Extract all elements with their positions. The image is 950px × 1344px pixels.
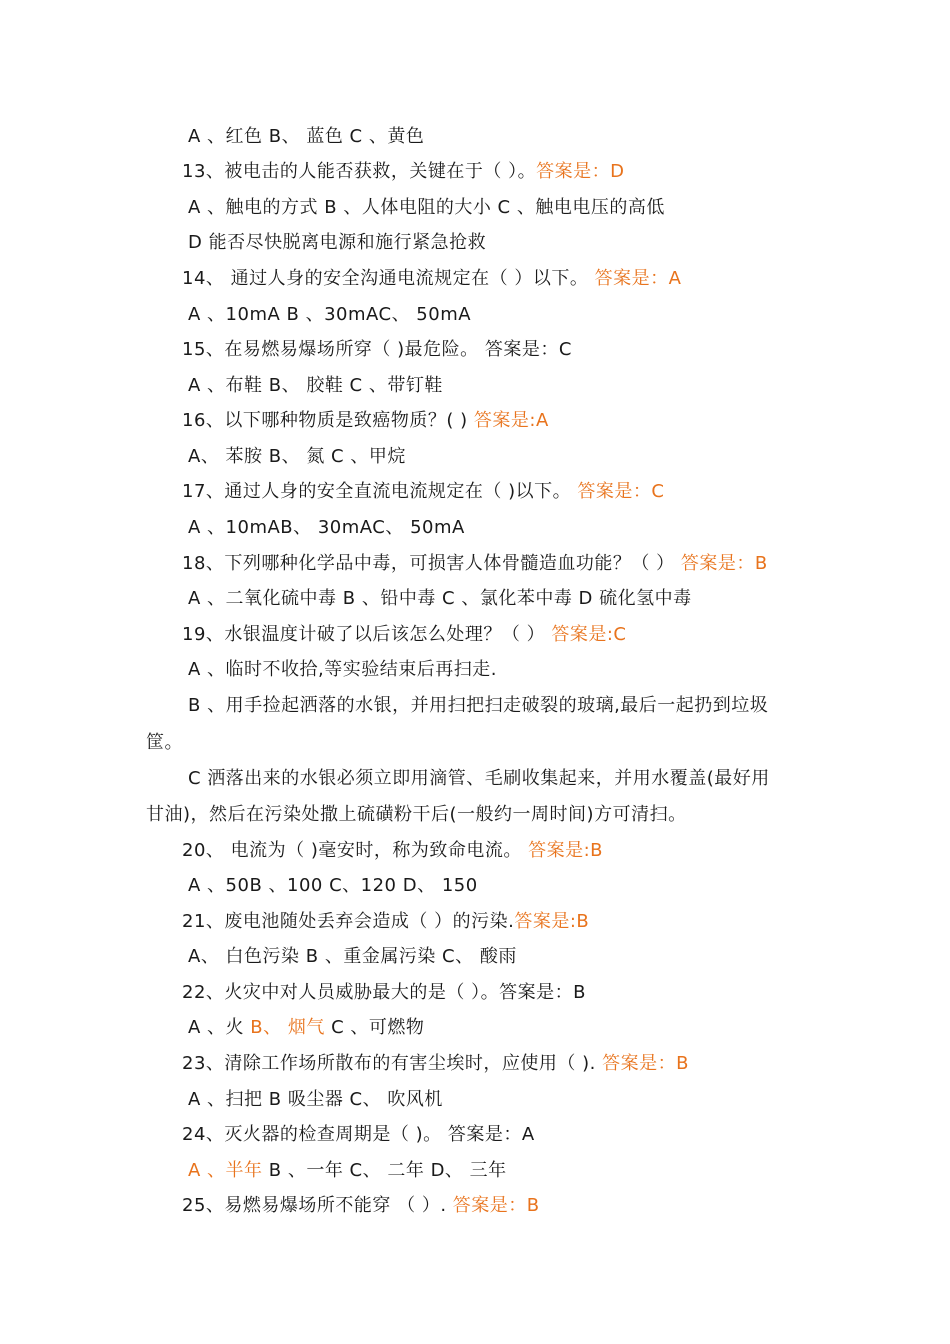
question-25 xyxy=(182,1194,540,1218)
question-text: 18、下列哪种化学品中毒，可损害人体骨髓造血功能？（ ） xyxy=(182,553,681,574)
question-20 xyxy=(182,839,603,863)
option-text: A 、红色 B、 蓝色 C 、黄色 xyxy=(188,126,425,147)
option-line xyxy=(188,374,443,398)
wrapped-line xyxy=(146,731,183,755)
option-text: A 、10mAB、 30mAC、 50mA xyxy=(188,517,465,538)
option-line xyxy=(188,767,770,791)
answer-text: 答案是:B xyxy=(514,911,590,932)
option-text: A 、50B 、100 C、120 D、 150 xyxy=(188,875,478,896)
question-text: 17、通过人身的安全直流电流规定在（ )以下。 xyxy=(182,481,578,502)
question-13 xyxy=(182,160,625,184)
option-text: A 、触电的方式 B 、人体电阻的大小 C 、触电电压的高低 xyxy=(188,197,665,218)
question-text: 20、 电流为（ )毫安时，称为致命电流。 xyxy=(182,840,529,861)
option-line xyxy=(188,125,424,149)
answer-option: A 、半年 xyxy=(188,1160,263,1181)
option-text: B 、一年 C、 二年 D、 三年 xyxy=(262,1160,507,1181)
question-15 xyxy=(182,338,572,362)
answer-text: 答案是：A xyxy=(594,268,682,289)
question-21 xyxy=(182,910,589,934)
option-text: C 洒落出来的水银必须立即用滴管、毛刷收集起来，并用水覆盖(最好用 xyxy=(188,768,770,789)
question-14 xyxy=(182,267,681,291)
option-text: C 、可燃物 xyxy=(324,1017,425,1038)
answer-text: 答案是:C xyxy=(551,624,627,645)
option-text: A、 苯胺 B、 氮 C 、甲烷 xyxy=(188,446,406,467)
question-text: 19、水银温度计破了以后该怎么处理？（ ） xyxy=(182,624,552,645)
question-text: 21、废电池随处丢弃会造成（ ）的污染. xyxy=(182,911,515,932)
question-text: 16、以下哪种物质是致癌物质？( ) xyxy=(182,410,474,431)
answer-text: 答案是：B xyxy=(602,1053,689,1074)
option-line xyxy=(188,945,517,969)
question-19 xyxy=(182,623,627,647)
option-line xyxy=(188,658,497,682)
option-line xyxy=(188,516,465,540)
option-line xyxy=(188,303,471,327)
answer-text: 答案是:A xyxy=(473,410,549,431)
question-16 xyxy=(182,409,549,433)
option-text: A 、10mA B 、30mAC、 50mA xyxy=(188,304,472,325)
question-24 xyxy=(182,1123,535,1147)
option-line xyxy=(188,874,478,898)
option-text: D 能否尽快脱离电源和施行紧急抢救 xyxy=(188,232,487,253)
question-text: 25、易燃易爆场所不能穿 （ ）. xyxy=(182,1195,453,1216)
question-17 xyxy=(182,480,664,504)
option-text: A 、二氧化硫中毒 B 、铅中毒 C 、氯化苯中毒 D 硫化氢中毒 xyxy=(188,588,692,609)
answer-text: 答案是:B xyxy=(528,840,604,861)
option-text: 筐。 xyxy=(146,732,183,753)
question-text: 22、火灾中对人员威胁最大的是（ ）。答案是：B xyxy=(182,982,586,1003)
option-text: A 、布鞋 B、 胶鞋 C 、带钉鞋 xyxy=(188,375,443,396)
option-line xyxy=(188,1016,424,1040)
question-text: 14、 通过人身的安全沟通电流规定在（ ）以下。 xyxy=(182,268,595,289)
option-line xyxy=(188,694,768,718)
option-line xyxy=(188,1088,443,1112)
answer-text: 答案是：B xyxy=(452,1195,540,1216)
option-line xyxy=(188,231,486,255)
option-line xyxy=(188,445,406,469)
answer-option: B、 烟气 xyxy=(250,1017,325,1038)
question-text: 13、被电击的人能否获救，关键在于（ ）。 xyxy=(182,161,537,182)
option-text: A、 白色污染 B 、重金属污染 C、 酸雨 xyxy=(188,946,517,967)
question-22 xyxy=(182,981,586,1005)
option-line xyxy=(188,196,665,220)
question-23 xyxy=(182,1052,689,1076)
option-text: B 、用手捡起洒落的水银，并用扫把扫走破裂的玻璃,最后一起扔到垃圾 xyxy=(188,695,769,716)
question-18 xyxy=(182,552,768,576)
question-text: 15、在易燃易爆场所穿（ )最危险。 答案是：C xyxy=(182,339,572,360)
answer-text: 答案是：B xyxy=(680,553,768,574)
answer-text: 答案是：C xyxy=(577,481,665,502)
option-text: A 、临时不收拾,等实验结束后再扫走. xyxy=(188,659,497,680)
wrapped-line xyxy=(146,803,687,827)
question-text: 23、清除工作场所散布的有害尘埃时，应使用（ ). xyxy=(182,1053,603,1074)
option-text: 甘油)，然后在污染处撒上硫磺粉干后(一般约一周时间)方可清扫。 xyxy=(146,804,687,825)
option-text: A 、火 xyxy=(188,1017,251,1038)
question-text: 24、灭火器的检查周期是（ )。 答案是：A xyxy=(182,1124,535,1145)
option-text: A 、扫把 B 吸尘器 C、 吹风机 xyxy=(188,1089,443,1110)
option-line xyxy=(188,1159,507,1183)
answer-text: 答案是：D xyxy=(536,161,625,182)
option-line xyxy=(188,587,692,611)
